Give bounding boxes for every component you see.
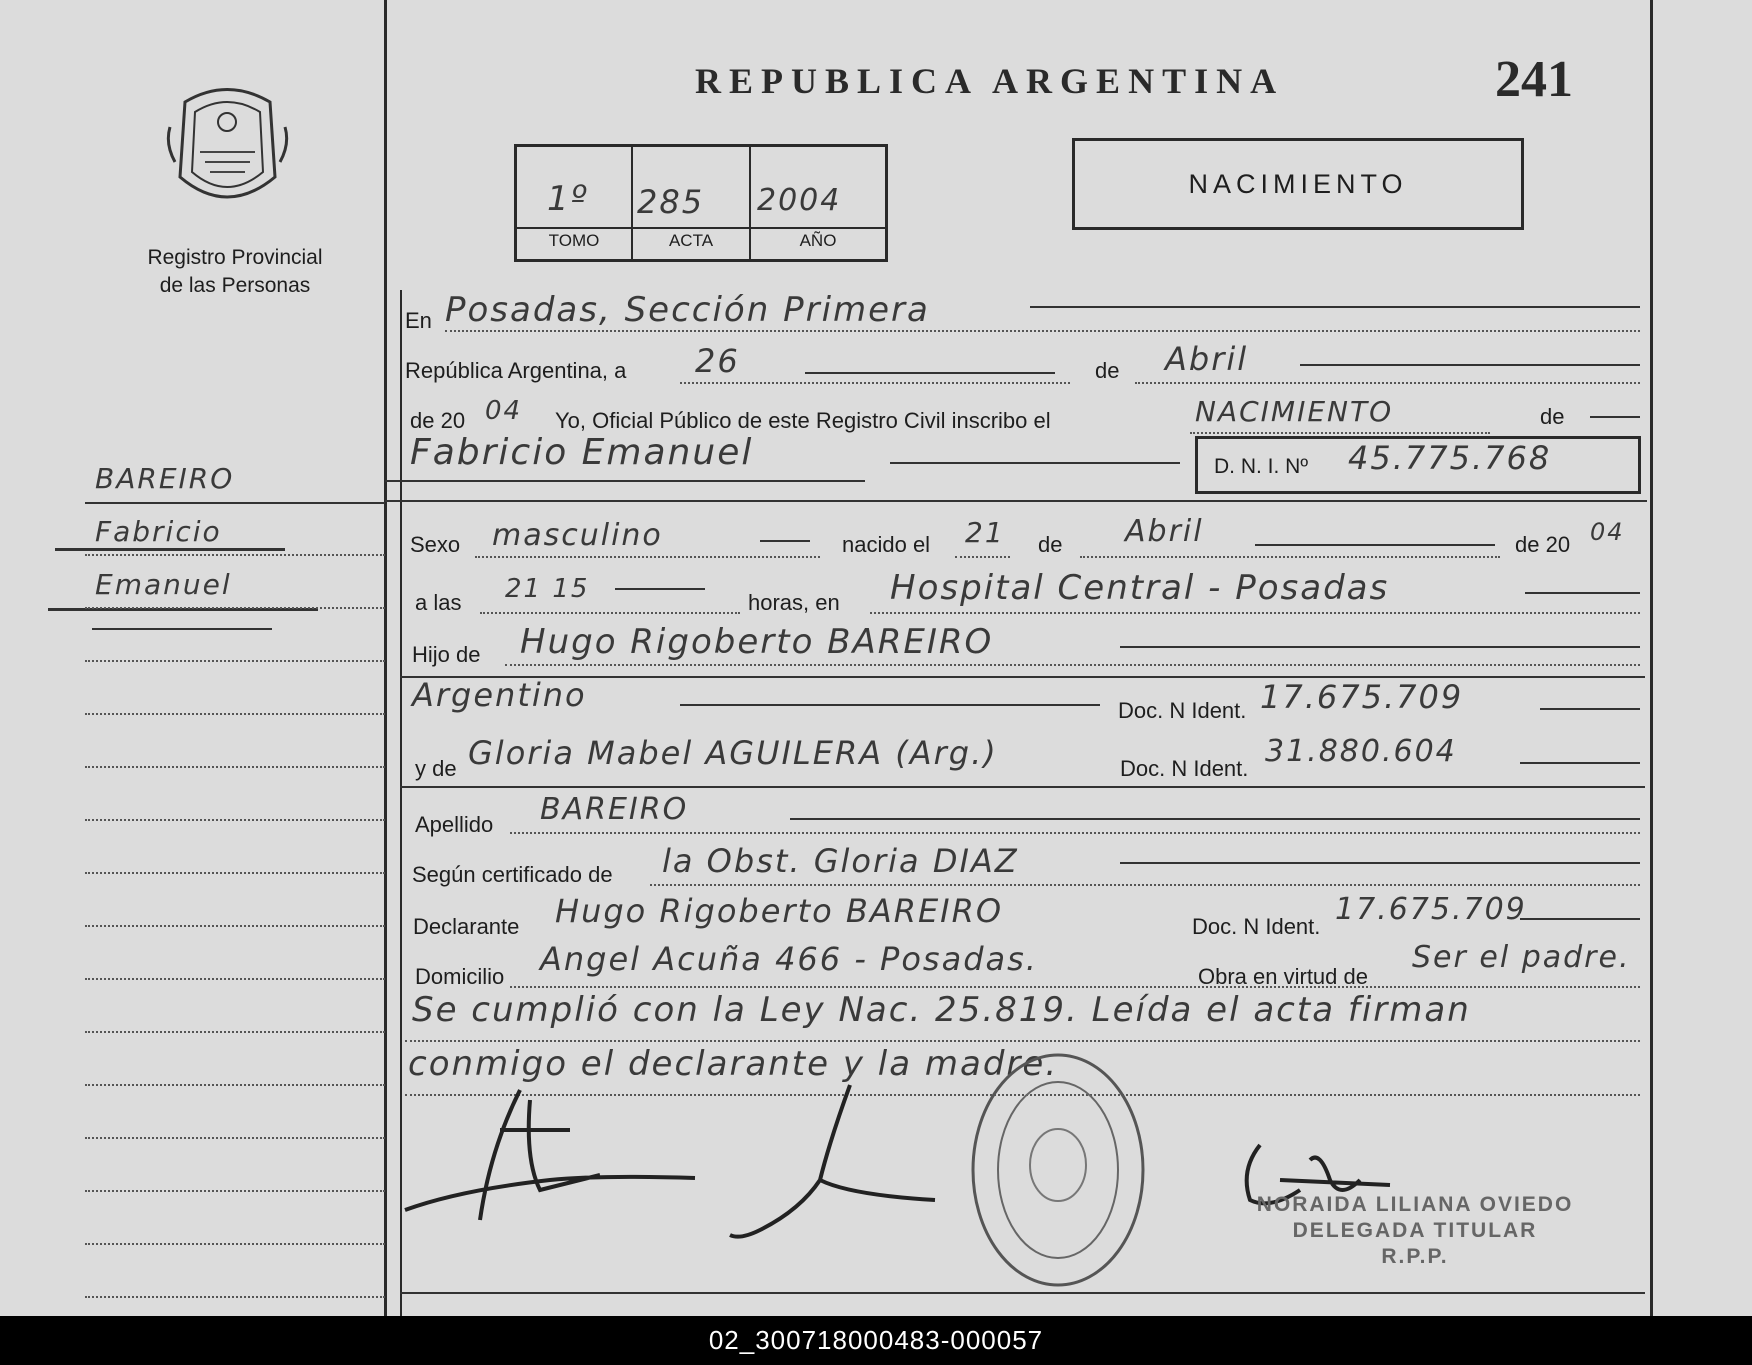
birth-day: 21	[965, 516, 1005, 549]
hijo-label: Hijo de	[412, 642, 481, 667]
declarante-value: Hugo Rigoberto BAREIRO	[555, 892, 1004, 930]
nacido-label: nacido el	[842, 532, 931, 557]
de-label-3: de	[1038, 532, 1063, 557]
registry-line-1: Registro Provincial	[147, 246, 323, 269]
de-label-2: de	[1540, 404, 1565, 429]
margin-second-name: Emanuel	[95, 568, 232, 601]
country-title: REPUBLICA ARGENTINA	[695, 61, 1285, 101]
acta-label: ACTA	[668, 231, 714, 250]
mother-signature	[720, 1080, 950, 1240]
horas-label: horas, en	[748, 590, 840, 615]
registry-line-2: de las Personas	[159, 274, 311, 297]
sexo-value: masculino	[492, 518, 663, 553]
tomo-value: 1º	[547, 179, 589, 219]
record-reference-box	[514, 144, 888, 262]
de-label: de	[1095, 358, 1120, 383]
birth-place: Hospital Central - Posadas	[890, 568, 1390, 608]
mother-doc-value: 31.880.604	[1265, 734, 1457, 769]
year-suffix: 04	[485, 396, 523, 426]
declarante-label: Declarante	[413, 914, 520, 939]
right-border	[1650, 0, 1653, 1316]
document-code: 02_300718000483-000057	[708, 1325, 1044, 1355]
province-seal-icon	[165, 82, 290, 212]
father-nationality: Argentino	[412, 676, 587, 714]
official-stamp-icon	[968, 1050, 1148, 1290]
birth-month: Abril	[1125, 514, 1204, 549]
a-las-label: a las	[415, 590, 462, 615]
declarante-doc-value: 17.675.709	[1335, 892, 1527, 927]
apellido-label: Apellido	[415, 812, 494, 837]
domicilio-value: Angel Acuña 466 - Posadas.	[540, 940, 1038, 978]
obra-value: Ser el padre.	[1412, 940, 1631, 975]
mother-name: Gloria Mabel AGUILERA (Arg.)	[468, 734, 998, 772]
official-office: R.P.P.	[1381, 1245, 1449, 1268]
domicilio-label: Domicilio	[415, 964, 505, 989]
declarante-doc-label: Doc. N Ident.	[1192, 914, 1321, 939]
birth-year-prefix: de 20	[1515, 532, 1571, 557]
margin-first-name: Fabricio	[95, 515, 222, 548]
acta-value: 285	[637, 183, 705, 221]
child-name: Fabricio Emanuel	[410, 432, 754, 473]
margin-surname: BAREIRO	[95, 462, 235, 495]
document-code-bar	[0, 1316, 1752, 1365]
obra-label: Obra en virtud de	[1198, 964, 1368, 989]
father-doc-label: Doc. N Ident.	[1118, 698, 1247, 723]
officer-text: Yo, Oficial Público de este Registro Civil inscribo el	[555, 408, 1051, 433]
certificado-value: la Obst. Gloria DIAZ	[662, 842, 1019, 880]
dni-box	[1195, 436, 1641, 494]
declarant-signature	[400, 1070, 700, 1240]
father-doc-value: 17.675.709	[1260, 678, 1464, 716]
registry-name	[125, 244, 345, 300]
apellido-value: BAREIRO	[540, 792, 689, 827]
birth-year-suffix: 04	[1590, 518, 1625, 546]
ano-label: AÑO	[799, 231, 837, 250]
ano-value: 2004	[757, 183, 842, 218]
sexo-label: Sexo	[410, 532, 461, 557]
father-name: Hugo Rigoberto BAREIRO	[520, 622, 994, 662]
dni-label: D. N. I. Nº	[1214, 455, 1309, 478]
place-value: Posadas, Sección Primera	[445, 290, 930, 330]
act-type-label: NACIMIENTO	[1188, 168, 1408, 199]
republica-label: República Argentina, a	[405, 358, 627, 383]
certificado-label: Según certificado de	[412, 862, 613, 887]
year-prefix: de 20	[410, 408, 466, 433]
month-value: Abril	[1165, 340, 1249, 378]
day-value: 26	[695, 342, 740, 380]
official-title: DELEGADA TITULAR	[1292, 1219, 1538, 1242]
mother-doc-label: Doc. N Ident.	[1120, 756, 1249, 781]
inscription-value: NACIMIENTO	[1195, 395, 1394, 428]
tomo-label: TOMO	[548, 231, 600, 250]
hour-value: 21 15	[505, 574, 590, 604]
dni-value: 45.775.768	[1348, 439, 1552, 477]
left-margin-border	[384, 0, 387, 1316]
official-name: NORAIDA LILIANA OVIEDO	[1256, 1193, 1574, 1216]
en-label: En	[405, 308, 432, 333]
page-number: 241	[1495, 51, 1573, 108]
y-de-label: y de	[415, 756, 457, 781]
official-stamp-text	[1215, 1192, 1615, 1270]
act-type-box	[1072, 138, 1524, 230]
note-line-1: Se cumplió con la Ley Nac. 25.819. Leída el acta firman	[412, 990, 1471, 1030]
note-line-2: conmigo el declarante y la madre.	[408, 1044, 1059, 1084]
